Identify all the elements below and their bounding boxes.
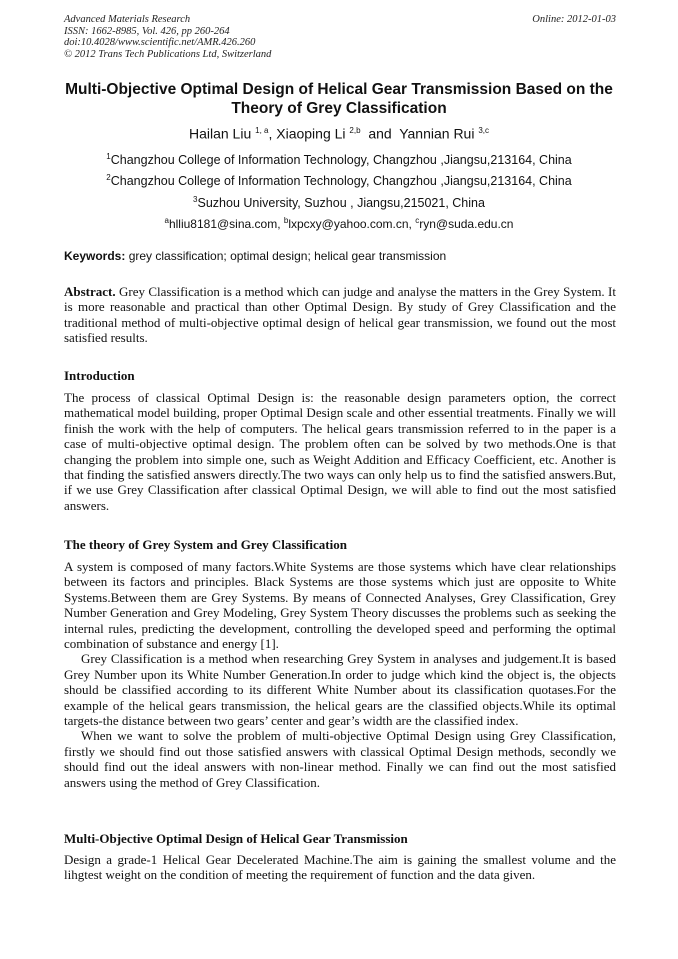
- author-separator: and: [360, 125, 400, 142]
- affiliation-marker: 1: [106, 152, 111, 161]
- journal-header: [64, 14, 616, 60]
- issn-line: ISSN: 1662-8985, Vol. 426, pp 260-264: [64, 25, 230, 37]
- online-date: Online: 2012-01-03: [532, 14, 616, 25]
- section-heading-helical-design: Multi-Objective Optimal Design of Helical Gear Transmission: [64, 831, 408, 846]
- introduction-body: [64, 390, 616, 513]
- affiliation-marker: 2: [106, 173, 111, 182]
- keywords-label: Keywords:: [64, 249, 126, 263]
- affiliation-text: Changzhou College of Information Technology, Changzhou ,Jiangsu,213164, China: [110, 174, 572, 189]
- affiliation-text: Suzhou University, Suzhou , Jiangsu,215021, China: [197, 196, 485, 211]
- author-marker: 2,b: [349, 126, 361, 135]
- paragraph: Grey Classification is a method when researching Grey System in analyses and judgement.It is based Grey Number upon its White Number Generation.In order to judge which kind the object is, the objects should be classified according to its different White Number about its classification quotases.For the example of the helical gears transmission, the helical gears are the classified objects.While its optimal targets-the distance between two gears’ center and gear’s width are the classified index.: [64, 651, 616, 729]
- grey-theory-body: [64, 559, 616, 790]
- section-heading-introduction: Introduction: [64, 368, 135, 383]
- author-name: Yannian Rui: [399, 125, 475, 142]
- email-marker: a: [164, 216, 169, 225]
- affiliation-marker: 3: [193, 195, 198, 204]
- affiliation-text: Changzhou College of Information Technology, Changzhou ,Jiangsu,213164, China: [110, 153, 572, 168]
- paragraph: The process of classical Optimal Design is: the reasonable design parameters option, the correct mathematical model building, proper Optimal Design scale and other essential treatments. Finally we will finish the work with the help of computers. The helical gears transmission referred to in the paper is a case of multi-objective optimal design. The problem often can be solved by two methods.One is that changing the problem into simple one, such as Weight Addition and Efficacy Coefficient, etc. Another is that finding the satisfied answers directly.The two ways can only help us to find the satisfied answers.But, if we use Grey Classification after classical Optimal Design, we will able to find out the most satisfied answers.: [64, 390, 616, 513]
- author-marker: 3,c: [478, 126, 490, 135]
- email-line: [40, 213, 638, 232]
- abstract-text: Grey Classification is a method which can judge and analyse the matters in the Grey System. It is more reasonable and practical than other Optimal Design. By study of Grey Classification and the traditional method of multi-objective optimal design of helical gear transmission, we found out the most satisfied results.: [64, 284, 616, 346]
- keywords-text: grey classification; optimal design; helical gear transmission: [125, 249, 447, 263]
- abstract: [64, 284, 616, 346]
- affiliation: [40, 192, 638, 211]
- paragraph: Design a grade-1 Helical Gear Decelerated Machine.The aim is gaining the smallest volume and the lihgtest weight on the condition of meeting the requirement of function and the data given.: [64, 852, 616, 883]
- author-name: Hailan Liu: [188, 125, 252, 142]
- paragraph: When we want to solve the problem of multi-objective Optimal Design using Grey Classification, firstly we should find out those satisfied answers with classical Optimal Design methods, secondly we should find out the ideal answers with non-linear method. Finally we can find out the most satisfied answers using the method of Grey Classification.: [64, 728, 616, 790]
- author-marker: 1, a: [255, 126, 269, 135]
- author-line: [40, 122, 638, 143]
- keywords: [64, 249, 616, 264]
- abstract-label: Abstract.: [64, 284, 116, 299]
- affiliation: [40, 149, 638, 168]
- section-heading-grey-theory: The theory of Grey System and Grey Classification: [64, 537, 347, 552]
- email-address: hlliu8181@sina.com,: [168, 217, 284, 231]
- email-marker: c: [415, 216, 420, 225]
- paper-title: Multi-Objective Optimal Design of Helical Gear Transmission Based on the Theory of Grey Classification: [65, 81, 613, 117]
- email-address: ryn@suda.edu.cn: [419, 217, 514, 231]
- helical-design-body: [64, 852, 616, 883]
- author-separator: ,: [268, 125, 277, 142]
- email-address: lxpcxy@yahoo.com.cn,: [288, 217, 416, 231]
- author-name: Xiaoping Li: [276, 125, 346, 142]
- email-marker: b: [283, 216, 289, 225]
- affiliation: [40, 170, 638, 189]
- doi-line: doi:10.4028/www.scientific.net/AMR.426.260: [64, 37, 256, 48]
- paragraph: A system is composed of many factors.White Systems are those systems which have clear relationships between its factors and principles. Black Systems are those systems which just are opposite to White Systems.Between them are Grey Systems. By means of Connected Analyses, Grey Classification, Grey Number Generation and Grey Modeling, Grey System Theory discusses the problems such as seeking the internal rules, predicting the development, controlling the developed speed and performing the optimal combination of substance and energy [1].: [64, 559, 616, 652]
- copyright-line: © 2012 Trans Tech Publications Ltd, Switzerland: [64, 48, 272, 60]
- journal-name: Advanced Materials Research: [64, 14, 191, 25]
